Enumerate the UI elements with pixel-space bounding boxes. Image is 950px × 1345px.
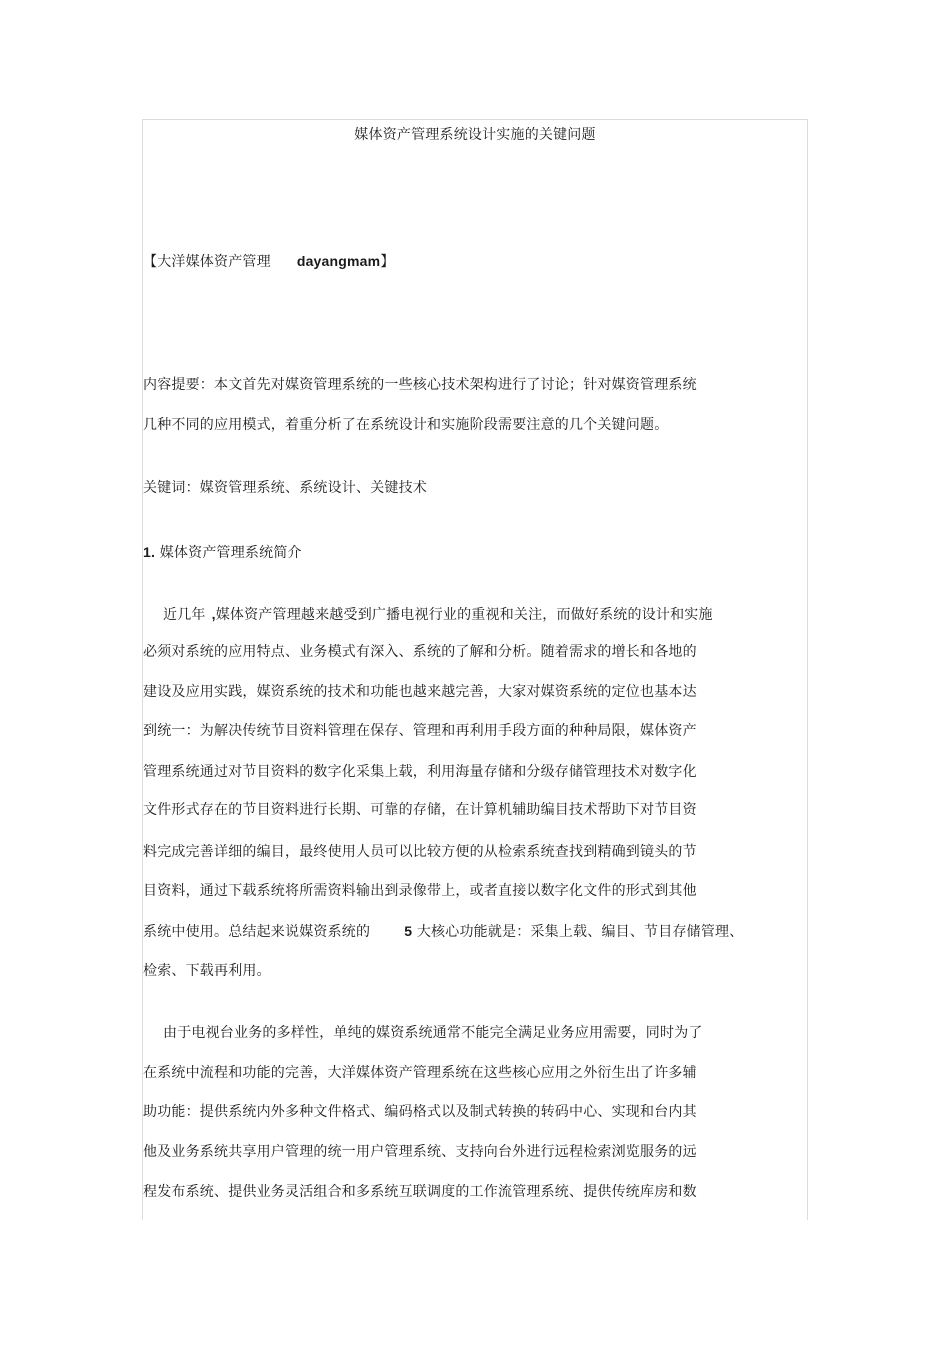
p1-line-9-b: 大核心功能就是：采集上载、编目、节目存储管理、 [416,924,744,940]
p1-line-1-b: , [211,606,216,622]
source-line [143,252,395,271]
source-suffix: 】 [380,254,395,270]
p1-line-5: 管理系统通过对节目资料的数字化采集上载，利用海量存储和分级存储管理技术对数字化 [143,764,697,780]
p1-line-4: 到统一：为解决传统节目资料管理在保存、管理和再利用手段方面的种种局限，媒体资产 [143,723,697,739]
abstract-line-1: 内容提要：本文首先对媒资管理系统的一些核心技术架构进行了讨论；针对媒资管理系统 [143,377,697,393]
p2-line-3: 助功能：提供系统内外多种文件格式、编码格式以及制式转换的转码中心、实现和台内其 [143,1104,697,1120]
p1-line-1-a: 近几年 [163,607,206,623]
p1-core-number: 5 [404,923,413,939]
page-frame [142,119,808,1220]
p1-line-8: 目资料，通过下载系统将所需资料输出到录像带上，或者直接以数字化文件的形式到其他 [143,883,697,899]
p2-line-4: 他及业务系统共享用户管理的统一用户管理系统、支持向台外进行远程检索浏览服务的远 [143,1144,697,1160]
p1-line-2: 必须对系统的应用特点、业务模式有深入、系统的了解和分析。随着需求的增长和各地的 [143,644,697,660]
p2-line-5: 程发布系统、提供业务灵活组合和多系统互联调度的工作流管理系统、提供传统库房和数 [143,1184,697,1200]
keywords-line: 关键词：媒资管理系统、系统设计、关键技术 [143,480,427,496]
p1-line-9 [143,922,743,941]
p1-line-1 [163,605,713,624]
p1-line-1-c: 媒体资产管理越来越受到广播电视行业的重视和关注，而做好系统的设计和实施 [215,607,713,623]
p1-line-6: 文件形式存在的节目资料进行长期、可靠的存储，在计算机辅助编目技术帮助下对节目资 [143,802,697,818]
section-number: 1. [143,544,156,560]
document-title: 媒体资产管理系统设计实施的关键问题 [354,127,596,143]
section-title: 媒体资产管理系统简介 [159,545,302,561]
p2-line-2: 在系统中流程和功能的完善，大洋媒体资产管理系统在这些核心应用之外衍生出了许多辅 [143,1065,697,1081]
p1-line-9-a: 系统中使用。总结起来说媒资系统的 [143,924,371,940]
abstract-line-2: 几种不同的应用模式，着重分析了在系统设计和实施阶段需要注意的几个关键问题。 [143,417,669,433]
p2-line-1: 由于电视台业务的多样性，单纯的媒资系统通常不能完全满足业务应用需要，同时为了 [163,1025,703,1041]
section-1-heading [143,543,302,562]
p1-line-3: 建设及应用实践，媒资系统的技术和功能也越来越完善，大家对媒资系统的定位也基本达 [143,684,697,700]
source-latin: dayangmam [296,253,381,269]
p1-line-7: 料完成完善详细的编目，最终使用人员可以比较方便的从检索系统查找到精确到镜头的节 [143,844,697,860]
p1-line-10: 检索、下载再利用。 [143,963,271,979]
source-prefix: 【大洋媒体资产管理 [143,254,271,270]
